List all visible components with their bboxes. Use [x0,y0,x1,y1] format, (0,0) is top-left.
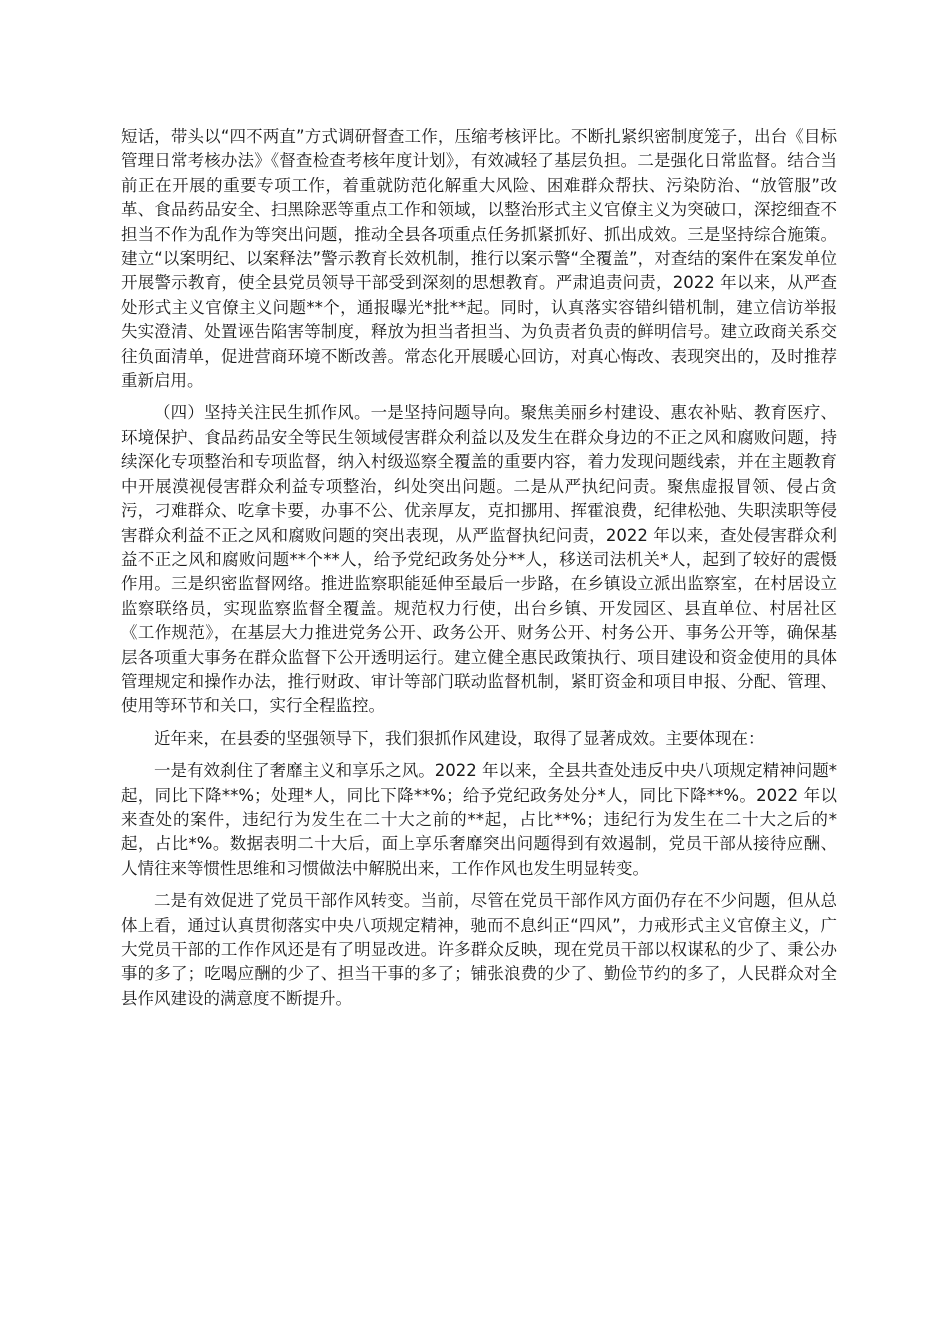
paragraph-continued: 短话，带头以“四不两直”方式调研督查工作，压缩考核评比。不断扎紧织密制度笼子，出台《目标管理日常考核办法》《督查检查考核年度计划》，有效减轻了基层负担。二是强化日常监督。结合当前正在开展的重要专项工作，着重就防范化解重大风险、困难群众帮扶、污染防治、“放管服”改革、食品药品安全、扫黑除恶等重点工作和领域，以整治形式主义官僚主义为突破口，深挖细查不担当不作为乱作为等突出问题，推动全县各项重点任务抓紧抓好、抓出成效。三是坚持综合施策。建立“以案明纪、以案释法”警示教育长效机制，推行以案示警“全覆盖”，对查结的案件在案发单位开展警示教育，使全县党员领导干部受到深刻的思想教育。严肃追责问责，2022 年以来，从严查处形式主义官僚主义问题**个，通报曝光*批**起。同时，认真落实容错纠错机制，建立信访举报失实澄清、处置诬告陷害等制度，释放为担当者担当、为负责者负责的鲜明信号。建立政商关系交往负面清单，促进营商环境不断改善。常态化开展暖心回访，对真心悔改、表现突出的，及时推荐重新启用。 [121,127,837,391]
paragraph-achievements-intro: 近年来，在县委的坚强领导下，我们狠抓作风建设，取得了显著成效。主要体现在： [154,728,765,748]
document-page [121,125,837,1011]
paragraph-section-four: （四）坚持关注民生抓作风。一是坚持问题导向。聚焦美丽乡村建设、惠农补贴、教育医疗、环境保护、食品药品安全等民生领域侵害群众利益以及发生在群众身边的不正之风和腐败问题，持续深化专项整治和专项监督，纳入村级巡察全覆盖的重要内容，着力发现问题线索，并在主题教育中开展漠视侵害群众利益专项整治，纠处突出问题。二是从严执纪问责。聚焦虚报冒领、侵占贪污，刁难群众、吃拿卡要，办事不公、优亲厚友，克扣挪用、挥霍浪费，纪律松弛、失职渎职等侵害群众利益不正之风和腐败问题的突出表现，从严监督执纪问责，2022 年以来，查处侵害群众利益不正之风和腐败问题**个**人，给予党纪政务处分**人，移送司法机关*人，起到了较好的震慑作用。三是织密监督网络。推进监察职能延伸至最后一步路，在乡镇设立派出监察室，在村居设立监察联络员，实现监察监督全覆盖。规范权力行使，出台乡镇、开发园区、县直单位、村居社区《工作规范》，在基层大力推进党务公开、政务公开、财务公开、村务公开、事务公开等，确保基层各项重大事务在群众监督下公开透明运行。建立健全惠民政策执行、项目建设和资金使用的具体管理规定和操作办法，推行财政、审计等部门联动监督机制，紧盯资金和项目申报、分配、管理、使用等环节和关口，实行全程监控。 [121,403,837,716]
paragraph-achievement-two: 二是有效促进了党员干部作风转变。当前，尽管在党员干部作风方面仍存在不少问题，但从总体上看，通过认真贯彻落实中央八项规定精神，驰而不息纠正“四风”，力戒形式主义官僚主义，广大党员干部的工作作风还是有了明显改进。许多群众反映，现在党员干部以权谋私的少了、秉公办事的多了；吃喝应酬的少了、担当干事的多了；铺张浪费的少了、勤俭节约的多了，人民群众对全县作风建设的满意度不断提升。 [121,891,837,1008]
paragraph-achievement-one: 一是有效刹住了奢靡主义和享乐之风。2022 年以来，全县共查处违反中央八项规定精神问题*起，同比下降**%；处理*人，同比下降**%；给予党纪政务处分*人，同比下降**%。2022 年以来查处的案件，违纪行为发生在二十大之前的**起，占比**%；违纪行为发生在二十大之后的*起，占比*%。数据表明二十大后，面上享乐奢靡突出问题得到有效遏制，党员干部从接待应酬、人情往来等惯性思维和习惯做法中解脱出来，工作作风也发生明显转变。 [121,761,837,878]
